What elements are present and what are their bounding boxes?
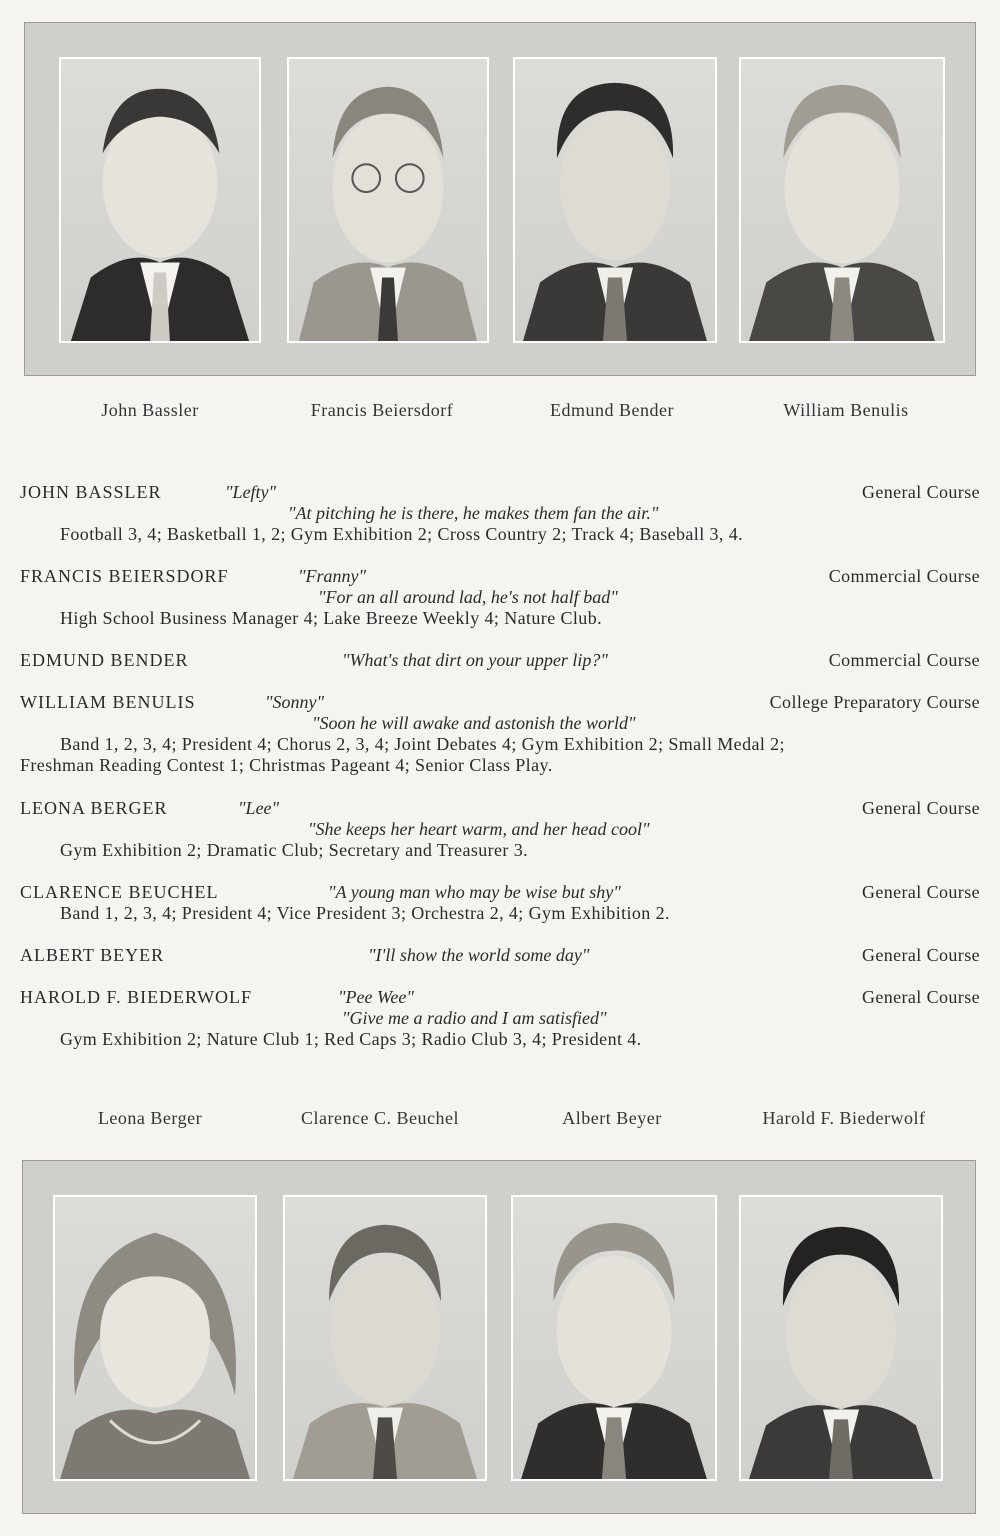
entry-name: WILLIAM BENULIS bbox=[20, 692, 196, 712]
entry-quote: "Give me a radio and I am satisfied" bbox=[342, 1008, 607, 1028]
entry-william-benulis bbox=[20, 692, 980, 798]
entry-course: General Course bbox=[861, 945, 980, 965]
entry-name: JOHN BASSLER bbox=[20, 482, 162, 502]
entry-activities-continued: Freshman Reading Contest 1; Christmas Pageant 4; Senior Class Play. bbox=[20, 755, 553, 775]
entry-edmund-bender bbox=[20, 650, 980, 692]
entry-leona-berger bbox=[20, 798, 980, 882]
caption-leona-berger: Leona Berger bbox=[97, 1108, 203, 1128]
entry-quote: "A young man who may be wise but shy" bbox=[328, 882, 621, 902]
entry-activities: Gym Exhibition 2; Nature Club 1; Red Caps 3; Radio Club 3, 4; President 4. bbox=[60, 1029, 642, 1049]
entry-quote: "What's that dirt on your upper lip?" bbox=[342, 650, 608, 670]
caption-william-benulis: William Benulis bbox=[783, 400, 909, 420]
portrait-francis-beiersdorf bbox=[287, 57, 489, 343]
top-photo-panel bbox=[24, 22, 976, 376]
entry-nickname: "Sonny" bbox=[265, 692, 325, 712]
entry-course: Commercial Course bbox=[828, 650, 980, 670]
portrait-clarence-beuchel bbox=[283, 1195, 487, 1481]
entry-activities: Football 3, 4; Basketball 1, 2; Gym Exhibition 2; Cross Country 2; Track 4; Baseball 3, 4. bbox=[60, 524, 743, 544]
bottom-photo-panel bbox=[22, 1160, 976, 1514]
entry-course: General Course bbox=[861, 798, 980, 818]
entry-john-bassler bbox=[20, 482, 980, 566]
entry-name: FRANCIS BEIERSDORF bbox=[20, 566, 229, 586]
entry-activities: Band 1, 2, 3, 4; President 4; Vice President 3; Orchestra 2, 4; Gym Exhibition 2. bbox=[60, 903, 670, 923]
entry-name: CLARENCE BEUCHEL bbox=[20, 882, 219, 902]
portrait-harold-biederwolf bbox=[739, 1195, 943, 1481]
entry-course: College Preparatory Course bbox=[769, 692, 980, 712]
entry-course: General Course bbox=[861, 987, 980, 1007]
entry-activities: Band 1, 2, 3, 4; President 4; Chorus 2, 3, 4; Joint Debates 4; Gym Exhibition 2; Small Medal 2; bbox=[60, 734, 785, 754]
entry-quote: "For an all around lad, he's not half bad" bbox=[318, 587, 618, 607]
entry-francis-beiersdorf bbox=[20, 566, 980, 650]
entry-name: ALBERT BEYER bbox=[20, 945, 165, 965]
caption-clarence-beuchel: Clarence C. Beuchel bbox=[301, 1108, 459, 1128]
portrait-william-benulis bbox=[739, 57, 945, 343]
entry-quote: "She keeps her heart warm, and her head cool" bbox=[308, 819, 650, 839]
senior-entries bbox=[20, 482, 980, 1071]
portrait-albert-beyer bbox=[511, 1195, 717, 1481]
caption-harold-biederwolf: Harold F. Biederwolf bbox=[762, 1108, 926, 1128]
entry-nickname: "Franny" bbox=[298, 566, 367, 586]
entry-clarence-beuchel bbox=[20, 882, 980, 945]
entry-nickname: "Lefty" bbox=[225, 482, 277, 502]
entry-quote: "I'll show the world some day" bbox=[368, 945, 590, 965]
entry-course: General Course bbox=[861, 482, 980, 502]
caption-edmund-bender: Edmund Bender bbox=[550, 400, 674, 420]
entry-nickname: "Pee Wee" bbox=[338, 987, 414, 1007]
entry-name: HAROLD F. BIEDERWOLF bbox=[20, 987, 253, 1007]
portrait-edmund-bender bbox=[513, 57, 717, 343]
caption-francis-beiersdorf: Francis Beiersdorf bbox=[310, 400, 454, 420]
entry-course: General Course bbox=[861, 882, 980, 902]
entry-name: LEONA BERGER bbox=[20, 798, 168, 818]
entry-quote: "Soon he will awake and astonish the world" bbox=[312, 713, 636, 733]
portrait-john-bassler bbox=[59, 57, 261, 343]
top-caption-row bbox=[0, 400, 1000, 430]
portrait-leona-berger bbox=[53, 1195, 257, 1481]
entry-activities: Gym Exhibition 2; Dramatic Club; Secretary and Treasurer 3. bbox=[60, 840, 529, 860]
bottom-caption-row bbox=[0, 1108, 1000, 1138]
entry-name: EDMUND BENDER bbox=[20, 650, 189, 670]
entry-course: Commercial Course bbox=[828, 566, 980, 586]
caption-john-bassler: John Bassler bbox=[101, 400, 199, 420]
entry-activities: High School Business Manager 4; Lake Breeze Weekly 4; Nature Club. bbox=[60, 608, 602, 628]
entry-quote: "At pitching he is there, he makes them fan the air." bbox=[288, 503, 659, 523]
entry-albert-beyer bbox=[20, 945, 980, 987]
entry-harold-biederwolf bbox=[20, 987, 980, 1071]
entry-nickname: "Lee" bbox=[238, 798, 280, 818]
caption-albert-beyer: Albert Beyer bbox=[562, 1108, 662, 1128]
